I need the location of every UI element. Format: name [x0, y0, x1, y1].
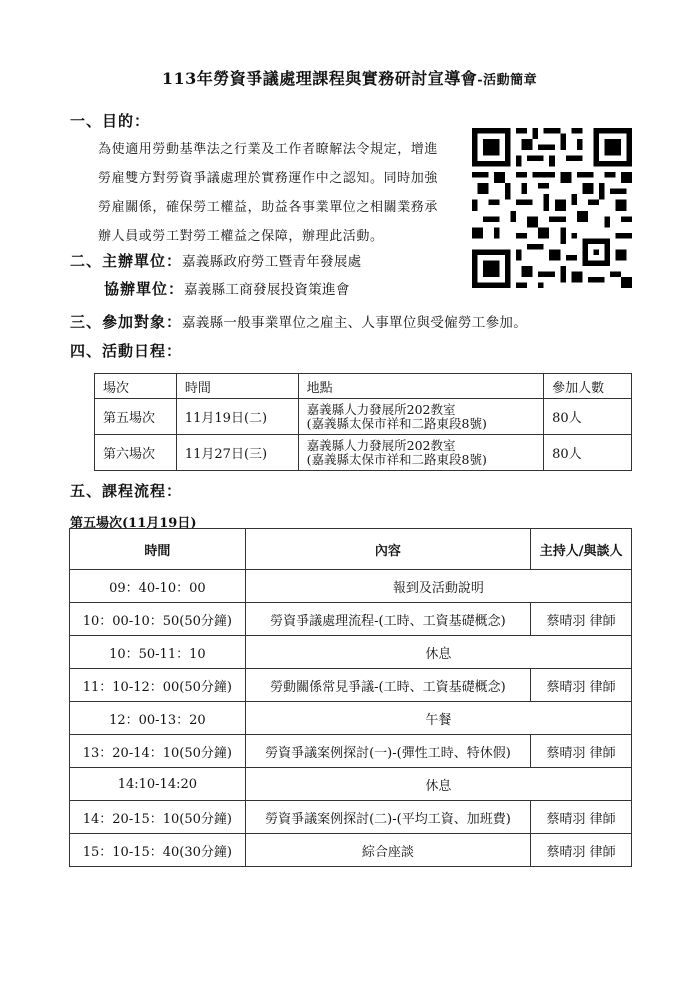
content-cell: 勞資爭議案例探討(一)-(彈性工時、特休假) [245, 735, 530, 768]
host-cell: 蔡晴羽 律師 [531, 735, 632, 768]
purpose-line: 勞雇關係，確保勞工權益，助益各事業單位之相關業務承 [98, 200, 439, 215]
table-row [70, 603, 632, 636]
title-main: 113年勞資爭議處理課程與實務研討宣導會 [161, 69, 478, 88]
organizer-heading: 二、主辦單位： [70, 252, 183, 270]
session-cell: 第六場次 [95, 435, 177, 471]
time-cell: 14：20-15：10(50分鐘) [70, 801, 246, 834]
column-header: 地點 [298, 374, 543, 399]
column-header: 時間 [176, 374, 298, 399]
purpose-line: 辦人員或勞工對勞工權益之保障，辦理此活動。 [98, 229, 384, 244]
flow-subheading: 第五場次(11月19日) [70, 516, 197, 531]
time-cell: 11：10-12：00(50分鐘) [70, 669, 246, 702]
table-row [70, 636, 632, 669]
column-header: 參加人數 [544, 374, 632, 399]
host-cell: 蔡晴羽 律師 [531, 801, 632, 834]
content-cell: 報到及活動說明 [245, 570, 631, 603]
host-cell: 蔡晴羽 律師 [531, 669, 632, 702]
location-name: 嘉義縣人力發展所202教室 [306, 437, 456, 453]
location-address: (嘉義縣太保市祥和二路東段8號) [306, 415, 487, 431]
table-row [70, 669, 632, 702]
count-cell: 80人 [544, 399, 632, 435]
content-cell: 勞動關係常見爭議-(工時、工資基礎概念) [245, 669, 530, 702]
qr-code-icon[interactable] [472, 128, 632, 288]
time-cell: 10：50-11：10 [70, 636, 246, 669]
time-cell: 15：10-15：40(30分鐘) [70, 834, 246, 867]
content-cell: 勞資爭議案例探討(二)-(平均工資、加班費) [245, 801, 530, 834]
purpose-line: 為使適用勞動基準法之行業及工作者瞭解法令規定，增進 [98, 142, 439, 157]
table-row [70, 801, 632, 834]
flow-heading: 五、課程流程： [70, 482, 183, 500]
flow-table [69, 528, 632, 867]
table-row [95, 435, 632, 471]
purpose-line: 勞雇雙方對勞資爭議處理於實務運作中之認知。同時加強 [98, 171, 439, 186]
document-title [0, 66, 699, 89]
content-cell: 休息 [245, 636, 631, 669]
co-organizer-heading: 協辦單位： [104, 280, 185, 298]
date-cell: 11月19日(二) [176, 399, 298, 435]
title-sub: -活動簡章 [477, 73, 538, 88]
participants-value: 嘉義縣一般事業單位之雇主、人事單位與受僱勞工參加。 [182, 315, 528, 331]
participants-row [70, 311, 527, 332]
organizer-value: 嘉義縣政府勞工暨青年發展處 [182, 254, 362, 270]
time-cell: 12：00-13：20 [70, 702, 246, 735]
co-organizer-row [104, 278, 350, 299]
table-row [70, 702, 632, 735]
table-header-row [95, 374, 632, 399]
table-header-row [70, 529, 632, 570]
participants-heading: 三、參加對象： [70, 313, 183, 331]
location-cell [298, 435, 543, 471]
content-cell: 午餐 [245, 702, 631, 735]
content-cell: 勞資爭議處理流程-(工時、工資基礎概念) [245, 603, 530, 636]
column-header: 主持人/與談人 [531, 529, 632, 570]
table-row [70, 570, 632, 603]
host-cell: 蔡晴羽 律師 [531, 834, 632, 867]
organizer-row [70, 250, 361, 271]
column-header: 時間 [70, 529, 246, 570]
location-cell [298, 399, 543, 435]
time-cell: 13：20-14：10(50分鐘) [70, 735, 246, 768]
purpose-paragraph [98, 135, 468, 251]
content-cell: 休息 [245, 768, 631, 801]
table-row [70, 768, 632, 801]
table-row [95, 399, 632, 435]
co-organizer-value: 嘉義縣工商發展投資策進會 [184, 282, 350, 298]
session-cell: 第五場次 [95, 399, 177, 435]
host-cell: 蔡晴羽 律師 [531, 603, 632, 636]
count-cell: 80人 [544, 435, 632, 471]
date-cell: 11月27日(三) [176, 435, 298, 471]
location-address: (嘉義縣太保市祥和二路東段8號) [306, 451, 487, 467]
column-header: 內容 [245, 529, 530, 570]
time-cell: 09：40-10：00 [70, 570, 246, 603]
time-cell: 10：00-10：50(50分鐘) [70, 603, 246, 636]
column-header: 場次 [95, 374, 177, 399]
location-name: 嘉義縣人力發展所202教室 [306, 401, 456, 417]
schedule-heading: 四、活動日程： [70, 342, 183, 360]
schedule-table [94, 373, 632, 471]
table-row [70, 834, 632, 867]
time-cell: 14:10-14:20 [70, 768, 246, 801]
content-cell: 綜合座談 [245, 834, 530, 867]
purpose-heading: 一、目的： [70, 112, 151, 130]
table-row [70, 735, 632, 768]
